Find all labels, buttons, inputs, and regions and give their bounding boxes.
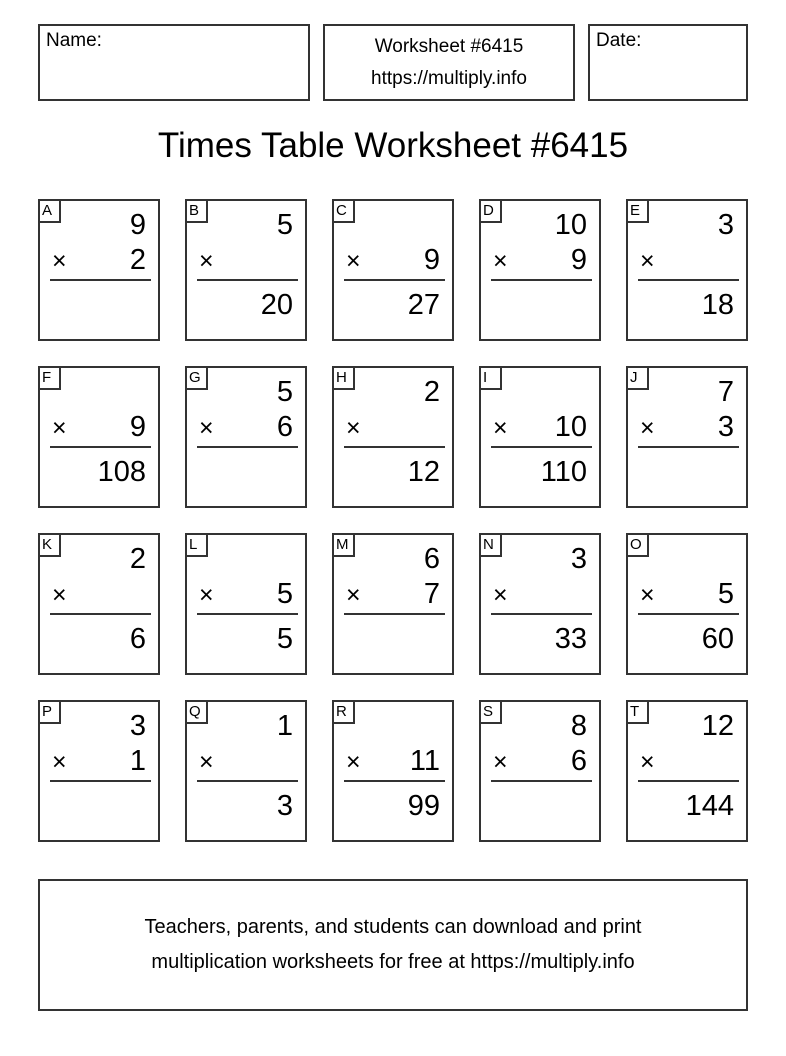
multiplicand: 8 (570, 710, 587, 742)
answer-line (344, 780, 445, 782)
problem-letter: D (481, 201, 502, 223)
problem-card (479, 199, 601, 341)
times-sign: × (640, 581, 655, 609)
multiplier: 9 (423, 244, 440, 276)
answer: 20 (260, 289, 293, 321)
answer-line (197, 780, 298, 782)
problem-card (332, 366, 454, 508)
problem-card (626, 366, 748, 508)
name-field-box (38, 24, 310, 101)
times-sign: × (493, 581, 508, 609)
multiplier: 5 (276, 578, 293, 610)
footer-line-1: Teachers, parents, and students can download and print (144, 916, 642, 938)
answer: 3 (276, 790, 293, 822)
multiplicand: 1 (276, 710, 293, 742)
problem-letter: N (481, 535, 502, 557)
multiplier: 5 (717, 578, 734, 610)
multiplicand: 2 (423, 376, 440, 408)
problem-letter: R (334, 702, 355, 724)
answer-line (197, 446, 298, 448)
answer: 18 (701, 289, 734, 321)
answer-line (197, 279, 298, 281)
problem-letter: F (40, 368, 61, 390)
problem-card (38, 366, 160, 508)
answer-line (50, 613, 151, 615)
problem-letter: G (187, 368, 208, 390)
date-label: Date: (596, 30, 642, 51)
problem-letter: S (481, 702, 502, 724)
answer: 6 (129, 623, 146, 655)
problem-letter: M (334, 535, 355, 557)
times-sign: × (52, 581, 67, 609)
answer-line (50, 279, 151, 281)
problem-card (479, 366, 601, 508)
answer: 108 (97, 456, 146, 488)
multiplier: 7 (423, 578, 440, 610)
multiplier: 3 (717, 411, 734, 443)
times-sign: × (493, 748, 508, 776)
multiplicand: 7 (717, 376, 734, 408)
multiplier: 1 (129, 745, 146, 777)
multiplicand: 9 (129, 209, 146, 241)
answer: 60 (701, 623, 734, 655)
answer: 144 (685, 790, 734, 822)
problem-card (185, 366, 307, 508)
problem-letter: A (40, 201, 61, 223)
times-sign: × (346, 581, 361, 609)
times-sign: × (493, 414, 508, 442)
worksheet-number: Worksheet #6415 (374, 36, 524, 57)
multiplier: 9 (570, 244, 587, 276)
times-sign: × (52, 414, 67, 442)
answer-line (491, 446, 592, 448)
problem-letter: K (40, 535, 61, 557)
answer-line (491, 780, 592, 782)
worksheet-id-box (323, 24, 575, 101)
problem-letter: P (40, 702, 61, 724)
multiplier: 6 (570, 745, 587, 777)
answer-line (491, 613, 592, 615)
problem-card (185, 700, 307, 842)
answer: 33 (554, 623, 587, 655)
footer-box (38, 879, 748, 1011)
problem-card (479, 533, 601, 675)
problem-letter: T (628, 702, 649, 724)
times-sign: × (640, 247, 655, 275)
answer: 27 (407, 289, 440, 321)
times-sign: × (199, 414, 214, 442)
answer-line (197, 613, 298, 615)
multiplicand: 3 (570, 543, 587, 575)
multiplicand: 3 (129, 710, 146, 742)
answer: 99 (407, 790, 440, 822)
problem-card (38, 199, 160, 341)
times-sign: × (640, 748, 655, 776)
problem-letter: B (187, 201, 208, 223)
multiplicand: 5 (276, 209, 293, 241)
problem-card (332, 199, 454, 341)
answer-line (638, 780, 739, 782)
problem-letter: I (481, 368, 502, 390)
times-sign: × (640, 414, 655, 442)
multiplicand: 12 (701, 710, 734, 742)
date-field-box (588, 24, 748, 101)
problem-card (38, 700, 160, 842)
multiplier: 9 (129, 411, 146, 443)
times-sign: × (346, 748, 361, 776)
times-sign: × (199, 581, 214, 609)
problem-card (185, 199, 307, 341)
problem-letter: L (187, 535, 208, 557)
footer-line-2: multiplication worksheets for free at https://multiply.info (151, 951, 635, 973)
answer-line (50, 446, 151, 448)
times-sign: × (493, 247, 508, 275)
answer-line (638, 279, 739, 281)
times-sign: × (346, 414, 361, 442)
multiplicand: 6 (423, 543, 440, 575)
answer-line (50, 780, 151, 782)
answer-line (638, 613, 739, 615)
multiplicand: 3 (717, 209, 734, 241)
problem-card (332, 533, 454, 675)
answer-line (344, 279, 445, 281)
problem-letter: J (628, 368, 649, 390)
times-sign: × (199, 748, 214, 776)
multiplicand: 10 (554, 209, 587, 241)
times-sign: × (52, 247, 67, 275)
multiplier: 11 (409, 745, 440, 777)
name-label: Name: (46, 30, 102, 51)
answer-line (344, 613, 445, 615)
answer: 12 (407, 456, 440, 488)
multiplicand: 5 (276, 376, 293, 408)
times-sign: × (199, 247, 214, 275)
answer: 110 (540, 456, 587, 488)
multiplier: 2 (129, 244, 146, 276)
problem-card (626, 199, 748, 341)
problem-letter: H (334, 368, 355, 390)
answer-line (638, 446, 739, 448)
problem-card (38, 533, 160, 675)
problem-letter: O (628, 535, 649, 557)
answer-line (491, 279, 592, 281)
multiplicand: 2 (129, 543, 146, 575)
answer: 5 (276, 623, 293, 655)
problem-letter: E (628, 201, 649, 223)
problem-card (479, 700, 601, 842)
problem-card (626, 700, 748, 842)
times-sign: × (52, 748, 67, 776)
multiplier: 10 (554, 411, 587, 443)
page-title: Times Table Worksheet #6415 (157, 126, 629, 165)
problem-card (626, 533, 748, 675)
answer-line (344, 446, 445, 448)
problem-card (332, 700, 454, 842)
worksheet-url: https://multiply.info (371, 68, 527, 89)
problem-letter: Q (187, 702, 208, 724)
multiplier: 6 (276, 411, 293, 443)
problem-card (185, 533, 307, 675)
problem-letter: C (334, 201, 355, 223)
times-sign: × (346, 247, 361, 275)
